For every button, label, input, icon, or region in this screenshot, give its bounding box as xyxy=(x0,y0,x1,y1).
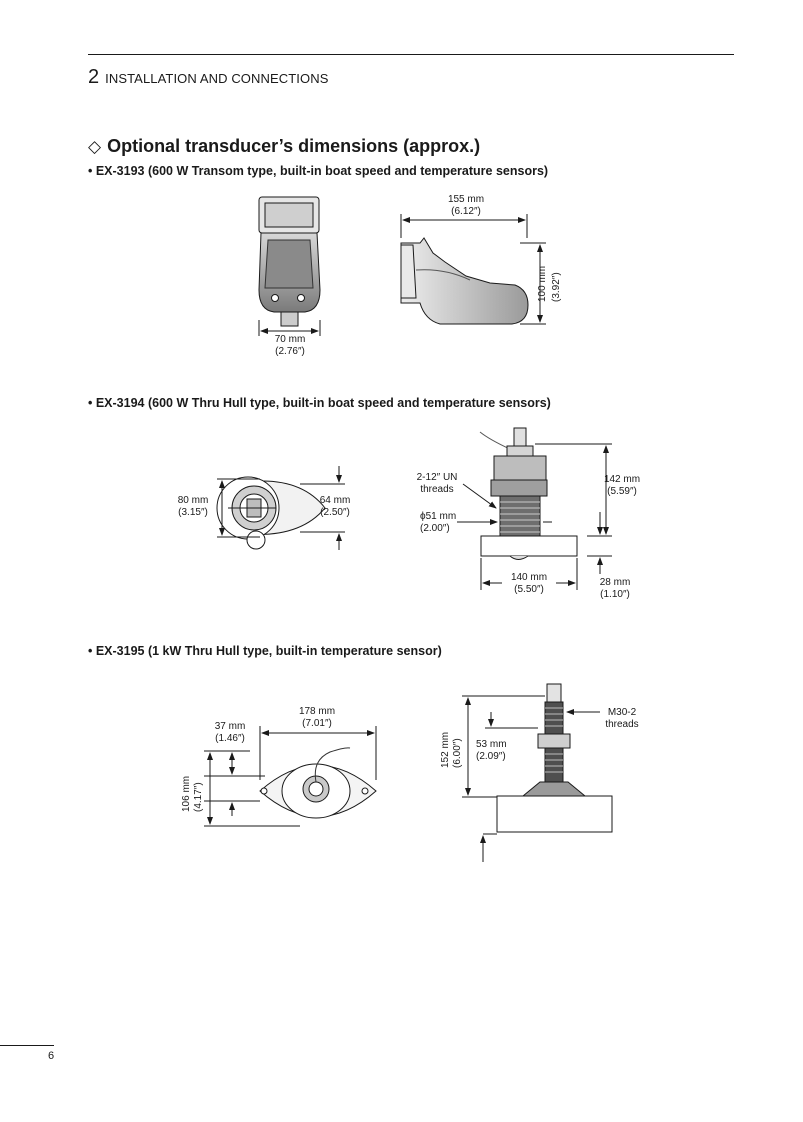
dim-value-mm: 53 mm xyxy=(476,739,507,750)
dim-value-in: (6.00″) xyxy=(452,738,463,768)
dim-label-length xyxy=(440,194,492,218)
dim-value-mm: 100 mm xyxy=(537,265,548,302)
dim-label-37 xyxy=(208,721,252,745)
dim-label-106-in xyxy=(193,782,205,812)
dim-label-width xyxy=(262,334,318,358)
dim-label-64 xyxy=(314,495,356,519)
diamond-icon: ◇ xyxy=(88,136,102,156)
chapter-number: 2 xyxy=(88,66,100,88)
dim-value-mm: 152 mm xyxy=(440,731,451,768)
dim-label-152 xyxy=(440,732,452,768)
dim-value-mm: 64 mm xyxy=(319,495,351,506)
ex3195-side-view xyxy=(462,684,612,862)
ex3193-side-view xyxy=(401,214,546,324)
dim-value-in: (2.00″) xyxy=(420,523,450,534)
model-heading-ex3194: • EX-3194 (600 W Thru Hull type, built-in boat speed and temperature sensors) xyxy=(88,396,551,410)
section-title-text: Optional transducer’s dimensions (approx.) xyxy=(107,136,481,156)
dim-value-in: (7.01″) xyxy=(302,718,332,729)
dim-value-mm: 28 mm xyxy=(599,577,631,588)
dim-value-in: (6.12″) xyxy=(451,206,481,217)
thread-spec: M30-2 xyxy=(607,707,637,718)
dim-label-178 xyxy=(292,706,342,730)
dim-value-mm: 106 mm xyxy=(181,775,192,812)
chapter-title: INSTALLATION AND CONNECTIONS xyxy=(105,71,329,86)
dim-value-mm: 37 mm xyxy=(214,721,246,732)
dim-value-mm: 80 mm xyxy=(177,495,209,506)
footer-rule xyxy=(0,1045,54,1046)
dim-label-height xyxy=(537,266,549,302)
dim-value-in: (2.09″) xyxy=(476,751,506,762)
thread-spec: 2-12″ UN xyxy=(416,472,458,483)
dim-label-152-in xyxy=(452,738,464,768)
dim-value-mm: 142 mm xyxy=(603,474,641,485)
thread-label-m30 xyxy=(600,707,644,731)
dim-value-in: (2.50″) xyxy=(320,507,350,518)
dim-value-mm: 140 mm xyxy=(510,572,548,583)
dim-value-in: (4.17″) xyxy=(193,782,204,812)
dim-label-142 xyxy=(598,474,646,498)
dim-value-in: (1.46″) xyxy=(215,733,245,744)
dim-value-mm: 155 mm xyxy=(447,194,485,205)
dim-value-in: (1.10″) xyxy=(600,589,630,600)
dim-value-in: (3.92″) xyxy=(551,272,562,302)
dim-value-in: (2.76″) xyxy=(275,346,305,357)
thread-word: threads xyxy=(605,719,639,730)
model-heading-ex3195: • EX-3195 (1 kW Thru Hull type, built-in temperature sensor) xyxy=(88,644,442,658)
thread-label xyxy=(408,472,466,496)
dim-label-diameter xyxy=(420,511,456,535)
dim-label-80 xyxy=(170,495,216,519)
dim-value-in: (5.59″) xyxy=(607,486,637,497)
dim-value-mm: 70 mm xyxy=(274,334,306,345)
page-number: 6 xyxy=(48,1050,55,1062)
dim-value-mm: ϕ51 mm xyxy=(420,511,457,522)
dim-value-mm: 178 mm xyxy=(298,706,336,717)
dim-value-in: (5.50″) xyxy=(514,584,544,595)
dim-value-in: (3.15″) xyxy=(178,507,208,518)
dim-label-140 xyxy=(504,572,554,596)
dim-label-106 xyxy=(181,776,193,812)
thread-word: threads xyxy=(420,484,454,495)
ex3193-front-view xyxy=(259,197,320,336)
dim-label-28 xyxy=(592,577,638,601)
dim-label-53 xyxy=(476,739,507,763)
ex3194-side-view xyxy=(457,428,612,590)
dim-label-height-in xyxy=(551,272,563,302)
model-heading-ex3193: • EX-3193 (600 W Transom type, built-in boat speed and temperature sensors) xyxy=(88,164,549,178)
